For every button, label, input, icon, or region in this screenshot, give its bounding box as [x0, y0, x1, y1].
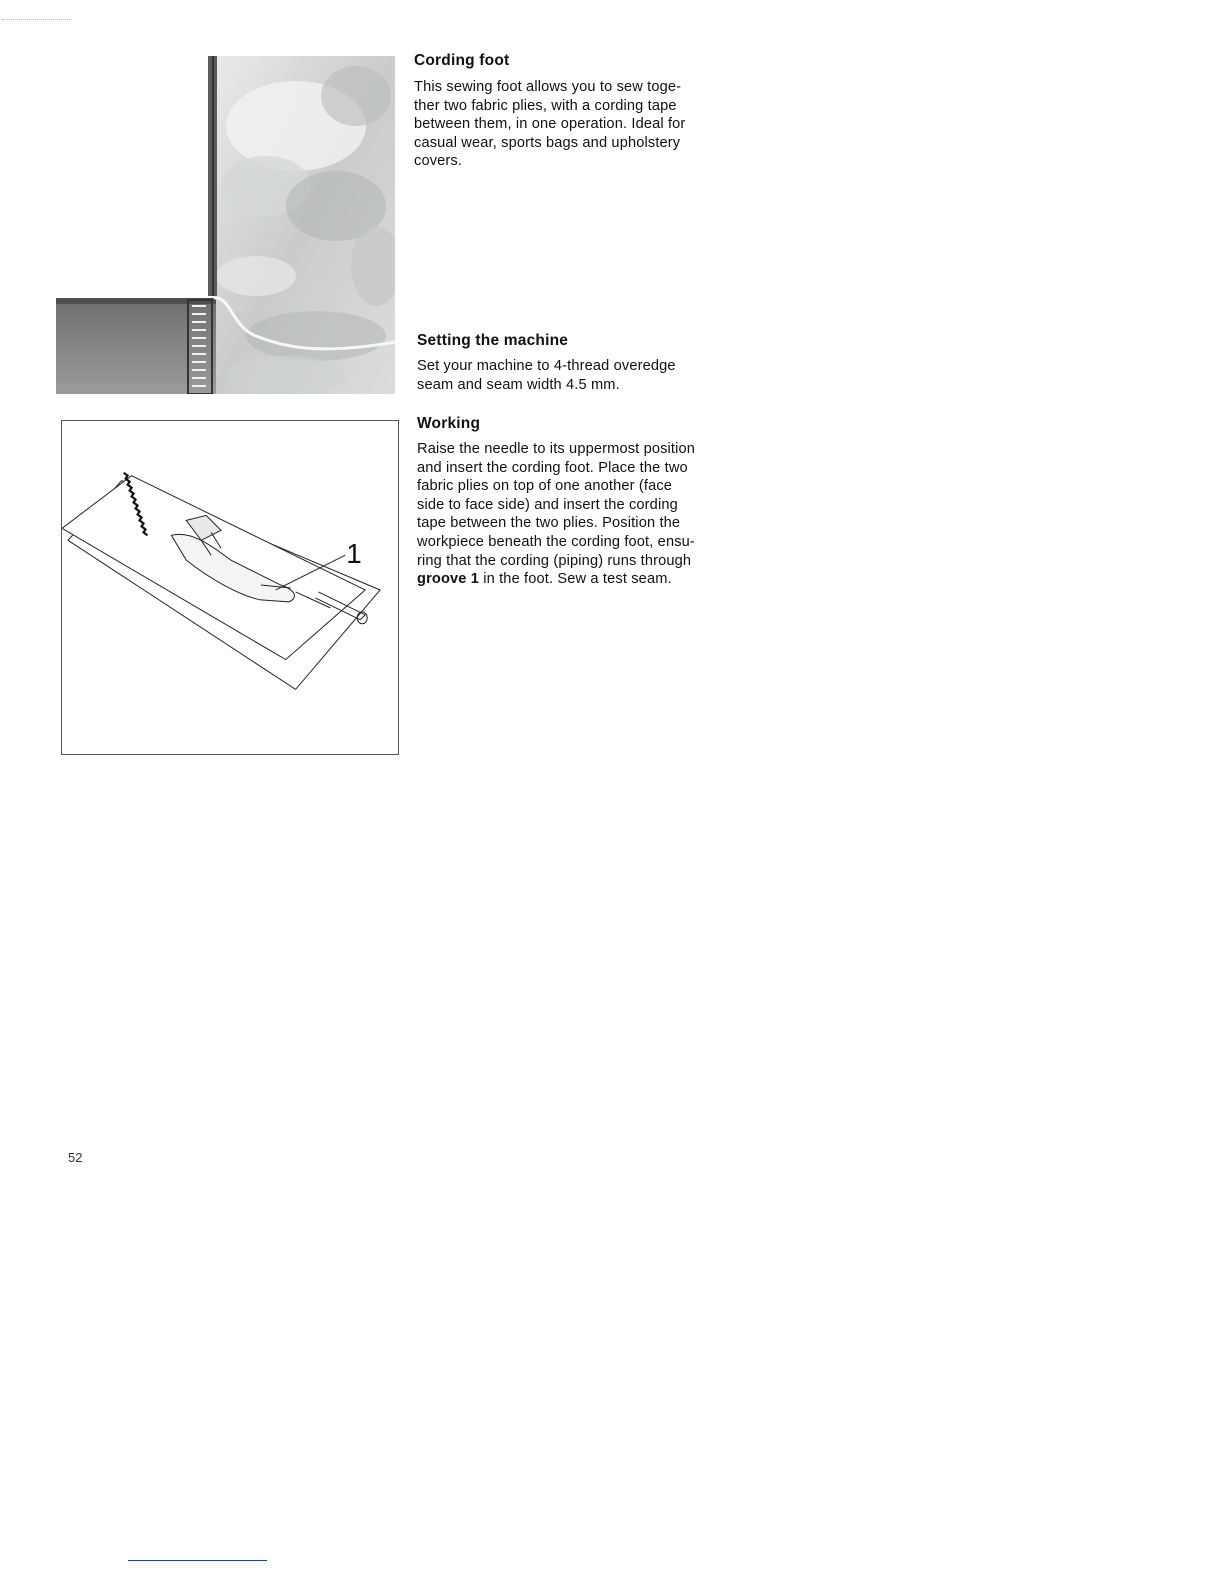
- line: ther two fabric plies, with a cording tape: [414, 97, 677, 114]
- cording-foot-body: [414, 78, 764, 171]
- heading-setting-machine: Setting the machine: [417, 332, 569, 349]
- line: covers.: [414, 153, 463, 170]
- section-cording-foot: [414, 52, 764, 171]
- working-body: [417, 440, 767, 589]
- line: in the foot. Sew a test seam.: [479, 571, 672, 588]
- section-working: [417, 415, 767, 589]
- line: Set your machine to 4-thread overedge: [417, 358, 676, 374]
- line: workpiece beneath the cording foot, ensu-: [417, 533, 695, 550]
- groove-reference: groove 1: [417, 571, 480, 588]
- line: side to face side) and insert the cording: [417, 496, 678, 513]
- line: tape between the two plies. Position the: [417, 515, 681, 532]
- cording-foot-illustration: [61, 420, 399, 755]
- line: Raise the needle to its uppermost position: [417, 441, 696, 457]
- heading-working: Working: [417, 415, 481, 432]
- section-setting-machine: [417, 332, 767, 394]
- callout-number-1: 1: [346, 538, 362, 570]
- line: seam and seam width 4.5 mm.: [417, 376, 620, 393]
- line: and insert the cording foot. Place the two: [417, 459, 688, 476]
- page-number: 52: [68, 1150, 83, 1165]
- line: ring that the cording (piping) runs through: [417, 552, 692, 569]
- footer-rule: [128, 1560, 267, 1561]
- line: between them, in one operation. Ideal for: [414, 116, 686, 133]
- scan-mark: [2, 19, 72, 20]
- piped-seam-photo: [56, 56, 395, 394]
- line: This sewing foot allows you to sew toge-: [414, 79, 682, 95]
- line: fabric plies on top of one another (face: [417, 478, 673, 495]
- heading-cording-foot: Cording foot: [414, 52, 510, 69]
- setting-body: [417, 357, 767, 394]
- line: casual wear, sports bags and upholstery: [414, 134, 681, 151]
